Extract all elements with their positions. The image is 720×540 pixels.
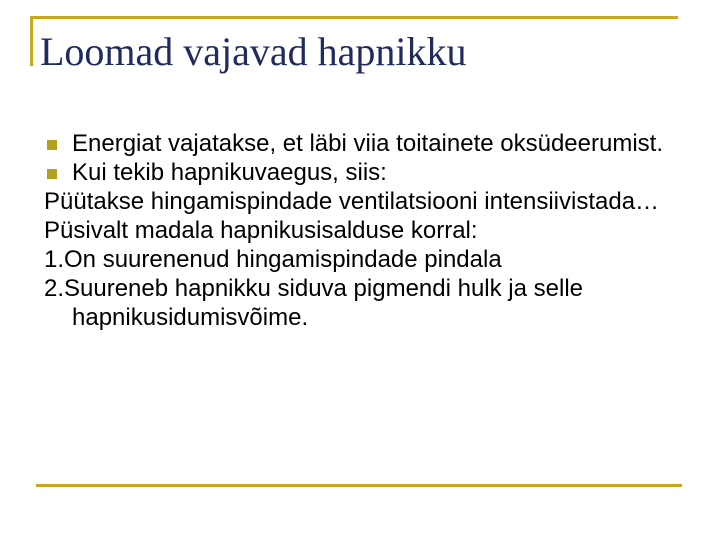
paragraph-text: 1.On suurenenud hingamispindade pindala <box>44 246 502 273</box>
square-bullet-icon <box>47 169 57 179</box>
square-bullet-icon <box>47 140 57 150</box>
bottom-divider-line <box>36 484 682 487</box>
bullet-item <box>44 158 680 187</box>
slide-body <box>44 129 680 332</box>
paragraph-text: Püsivalt madala hapnikusisalduse korral: <box>44 217 478 244</box>
paragraph-text: Püütakse hingamispindade ventilatsiooni intensiivistada… <box>44 188 660 215</box>
title-frame-top-line <box>30 16 678 19</box>
paragraph-text: 2.Suureneb hapnikku siduva pigmendi hulk ja selle hapnikusidumisvõime. <box>44 275 584 331</box>
numbered-item <box>44 245 680 274</box>
bullet-text: Energiat vajatakse, et läbi viia toitainete oksüdeerumist. <box>72 130 663 157</box>
body-paragraph <box>44 216 680 245</box>
numbered-item <box>44 274 680 332</box>
title-frame-left-line <box>30 16 33 66</box>
body-paragraph <box>44 187 680 216</box>
slide-title: Loomad vajavad hapnikku <box>40 29 467 74</box>
bullet-text: Kui tekib hapnikuvaegus, siis: <box>72 159 387 186</box>
bullet-item <box>44 129 680 158</box>
